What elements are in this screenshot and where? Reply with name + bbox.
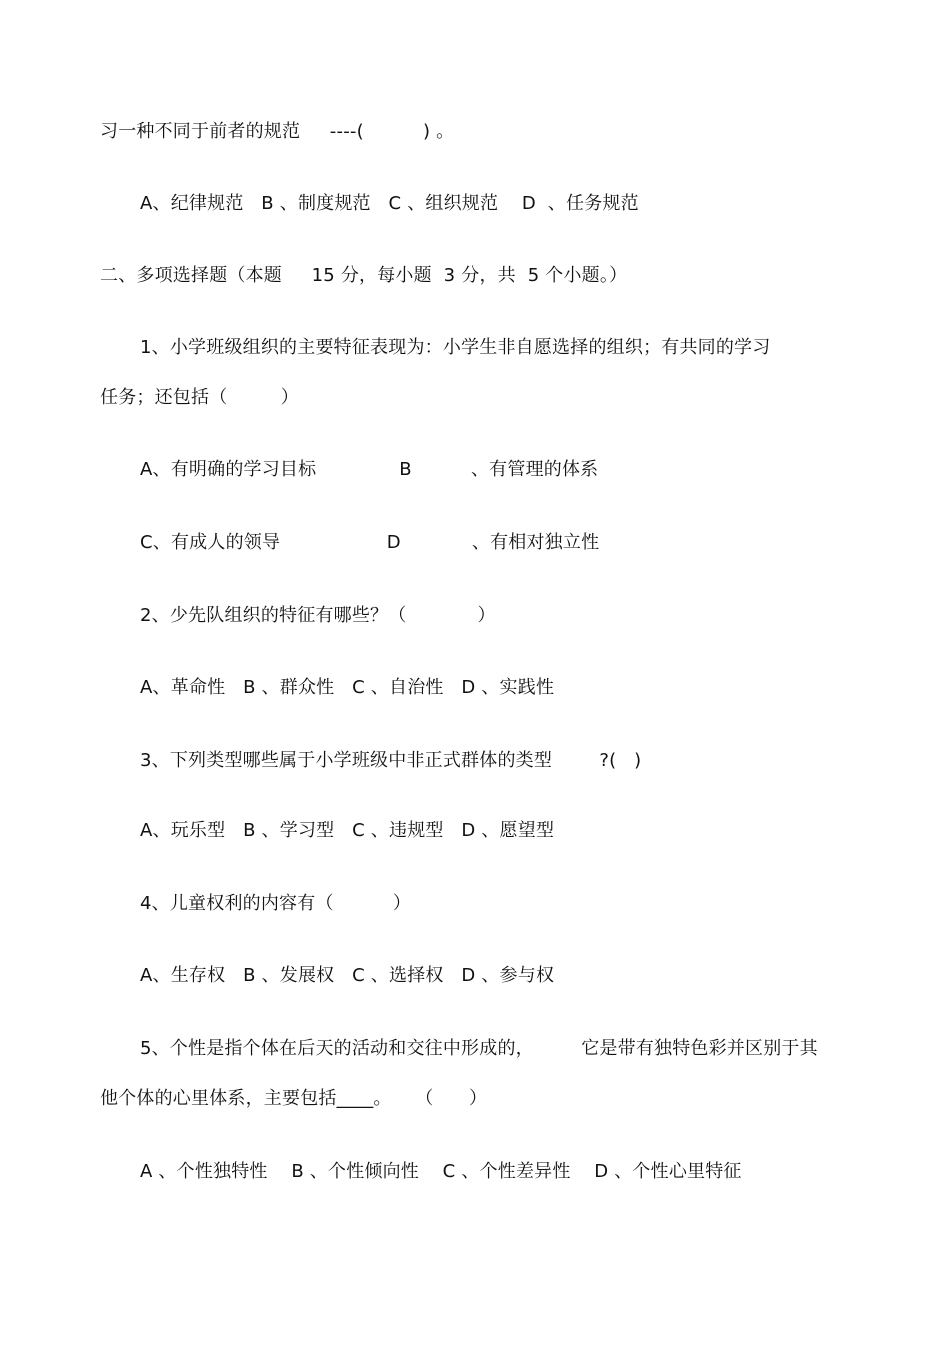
question-3-options: A、玩乐型 B 、学习型 C 、违规型 D 、愿望型 [140, 820, 555, 841]
question-1-line-2: 任务；还包括（ ） [100, 387, 299, 408]
question-2-options: A、革命性 B 、群众性 C 、自治性 D 、实践性 [140, 677, 555, 698]
question-3: 3、下列类型哪些属于小学班级中非正式群体的类型 ?( ) [140, 750, 642, 771]
question-1-line-1: 1、小学班级组织的主要特征表现为：小学生非自愿选择的组织；有共同的学习 [140, 337, 771, 358]
question-4-options: A、生存权 B 、发展权 C 、选择权 D 、参与权 [140, 965, 555, 986]
question-5-line-2: 他个体的心里体系，主要包括____。 （ ） [100, 1088, 488, 1109]
question-1-options-ab: A、有明确的学习目标 B 、有管理的体系 [140, 459, 599, 480]
options-line: A、纪律规范 B 、制度规范 C 、组织规范 D 、任务规范 [140, 193, 639, 214]
question-4: 4、儿童权利的内容有（ ） [140, 893, 412, 914]
question-5-line-1: 5、个性是指个体在后天的活动和交往中形成的， 它是带有独特色彩并区别于其 [140, 1038, 818, 1059]
question-1-options-cd: C、有成人的领导 D 、有相对独立性 [140, 532, 600, 553]
question-2: 2、少先队组织的特征有哪些？（ ） [140, 605, 496, 626]
section-heading: 二、多项选择题（本题 15 分，每小题 3 分，共 5 个小题。） [100, 265, 628, 286]
question-5-options: A 、个性独特性 B 、个性倾向性 C 、个性差异性 D 、个性心里特征 [140, 1161, 742, 1182]
question-continuation-line: 习一种不同于前者的规范 ----( ) 。 [100, 121, 455, 142]
